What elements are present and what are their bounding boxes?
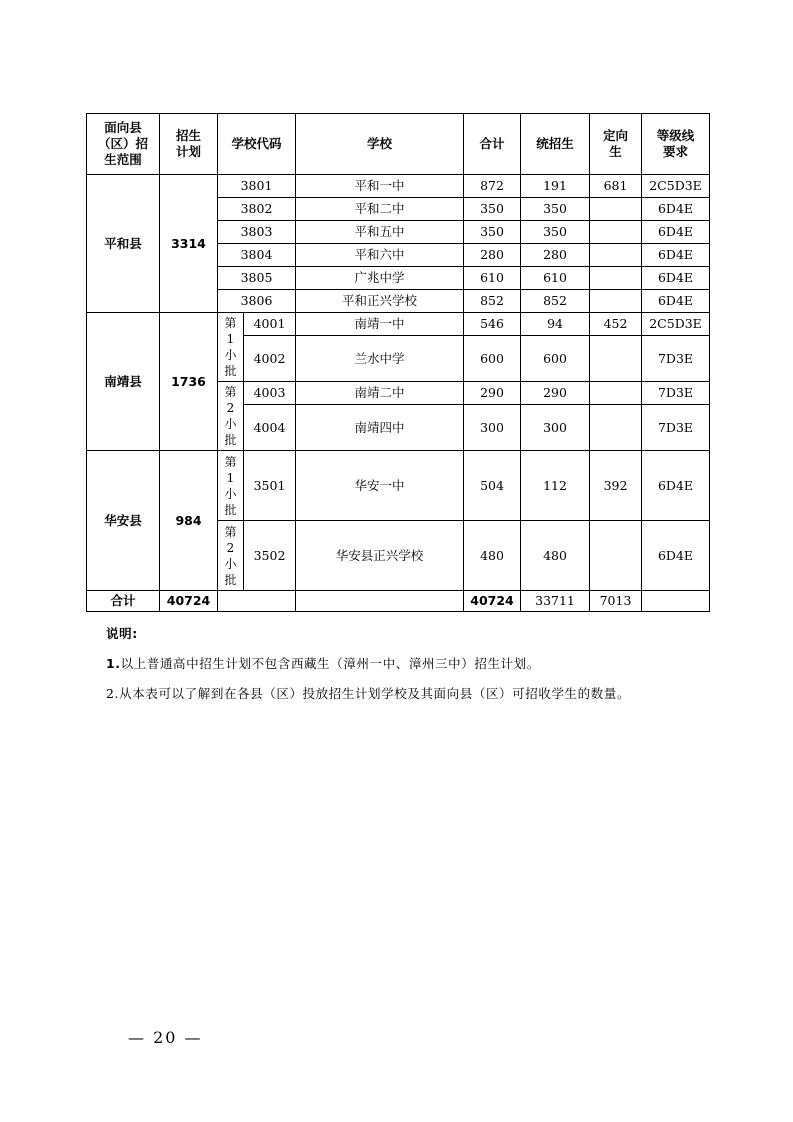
grade-cell: 2C5D3E [642, 175, 710, 198]
directed-cell [590, 336, 642, 382]
school-code: 3803 [218, 221, 296, 244]
header-school: 学校 [296, 114, 464, 175]
directed-cell: 392 [590, 451, 642, 521]
unified-cell: 290 [521, 382, 590, 405]
summary-row [87, 591, 710, 612]
header-range: 面向县（区）招生范围 [87, 114, 160, 175]
summary-label: 合计 [87, 591, 160, 612]
summary-unified: 33711 [521, 591, 590, 612]
notes-heading: 说明: [106, 626, 138, 641]
school-name: 平和一中 [296, 175, 464, 198]
county-plan-cell: 3314 [160, 175, 218, 313]
batch-label: 第 1 小 批 [218, 451, 244, 521]
summary-plan: 40724 [160, 591, 218, 612]
school-name: 平和六中 [296, 244, 464, 267]
grade-cell: 6D4E [642, 451, 710, 521]
grade-cell: 2C5D3E [642, 313, 710, 336]
school-name: 南靖一中 [296, 313, 464, 336]
batch-label: 第 2 小 批 [218, 521, 244, 591]
school-code: 3804 [218, 244, 296, 267]
header-unified: 统招生 [521, 114, 590, 175]
school-name: 华安县正兴学校 [296, 521, 464, 591]
unified-cell: 600 [521, 336, 590, 382]
unified-cell: 191 [521, 175, 590, 198]
county-cell: 平和县 [87, 175, 160, 313]
notes-section [106, 626, 630, 716]
summary-directed: 7013 [590, 591, 642, 612]
note-item: 2.从本表可以了解到在各县（区）投放招生计划学校及其面向县（区）可招收学生的数量。 [106, 686, 631, 701]
total-cell: 280 [464, 244, 521, 267]
grade-cell: 7D3E [642, 382, 710, 405]
unified-cell: 300 [521, 405, 590, 451]
summary-grade-empty [642, 591, 710, 612]
summary-code-empty [218, 591, 296, 612]
school-name: 兰水中学 [296, 336, 464, 382]
directed-cell [590, 290, 642, 313]
grade-cell: 6D4E [642, 267, 710, 290]
unified-cell: 350 [521, 221, 590, 244]
total-cell: 350 [464, 221, 521, 244]
summary-school-empty [296, 591, 464, 612]
batch-label: 第 1 小 批 [218, 313, 244, 382]
county-cell: 南靖县 [87, 313, 160, 451]
total-cell: 504 [464, 451, 521, 521]
directed-cell [590, 244, 642, 267]
school-code: 4001 [244, 313, 296, 336]
school-name: 华安一中 [296, 451, 464, 521]
school-name: 南靖二中 [296, 382, 464, 405]
directed-cell: 452 [590, 313, 642, 336]
batch-label: 第 2 小 批 [218, 382, 244, 451]
county-plan-cell: 1736 [160, 313, 218, 451]
unified-cell: 112 [521, 451, 590, 521]
unified-cell: 350 [521, 198, 590, 221]
school-code: 3501 [244, 451, 296, 521]
school-name: 平和二中 [296, 198, 464, 221]
total-cell: 350 [464, 198, 521, 221]
total-cell: 480 [464, 521, 521, 591]
table-row [87, 313, 710, 336]
enrollment-plan-table [86, 113, 710, 612]
grade-cell: 6D4E [642, 221, 710, 244]
unified-cell: 852 [521, 290, 590, 313]
unified-cell: 610 [521, 267, 590, 290]
total-cell: 610 [464, 267, 521, 290]
total-cell: 600 [464, 336, 521, 382]
grade-cell: 6D4E [642, 198, 710, 221]
directed-cell [590, 198, 642, 221]
school-code: 3806 [218, 290, 296, 313]
unified-cell: 480 [521, 521, 590, 591]
header-plan: 招生计划 [160, 114, 218, 175]
directed-cell [590, 521, 642, 591]
summary-total: 40724 [464, 591, 521, 612]
page-number: — 20 — [128, 1028, 203, 1047]
grade-cell: 7D3E [642, 405, 710, 451]
school-code: 3502 [244, 521, 296, 591]
unified-cell: 94 [521, 313, 590, 336]
directed-cell [590, 221, 642, 244]
note-item: 1.以上普通高中招生计划不包含西藏生（漳州一中、漳州三中）招生计划。 [106, 656, 540, 671]
directed-cell: 681 [590, 175, 642, 198]
county-plan-cell: 984 [160, 451, 218, 591]
total-cell: 300 [464, 405, 521, 451]
unified-cell: 280 [521, 244, 590, 267]
grade-cell: 6D4E [642, 290, 710, 313]
school-code: 3801 [218, 175, 296, 198]
header-total: 合计 [464, 114, 521, 175]
directed-cell [590, 405, 642, 451]
directed-cell [590, 382, 642, 405]
county-cell: 华安县 [87, 451, 160, 591]
header-code: 学校代码 [218, 114, 296, 175]
grade-cell: 6D4E [642, 521, 710, 591]
table-row [87, 175, 710, 198]
total-cell: 872 [464, 175, 521, 198]
school-code: 3802 [218, 198, 296, 221]
school-code: 3805 [218, 267, 296, 290]
header-grade: 等级线要求 [642, 114, 710, 175]
table-header-row [87, 114, 710, 175]
school-name: 平和五中 [296, 221, 464, 244]
directed-cell [590, 267, 642, 290]
grade-cell: 6D4E [642, 244, 710, 267]
school-code: 4002 [244, 336, 296, 382]
school-name: 南靖四中 [296, 405, 464, 451]
school-code: 4003 [244, 382, 296, 405]
total-cell: 546 [464, 313, 521, 336]
table-row [87, 451, 710, 521]
school-code: 4004 [244, 405, 296, 451]
total-cell: 290 [464, 382, 521, 405]
total-cell: 852 [464, 290, 521, 313]
school-name: 平和正兴学校 [296, 290, 464, 313]
header-directed: 定向生 [590, 114, 642, 175]
school-name: 广兆中学 [296, 267, 464, 290]
grade-cell: 7D3E [642, 336, 710, 382]
